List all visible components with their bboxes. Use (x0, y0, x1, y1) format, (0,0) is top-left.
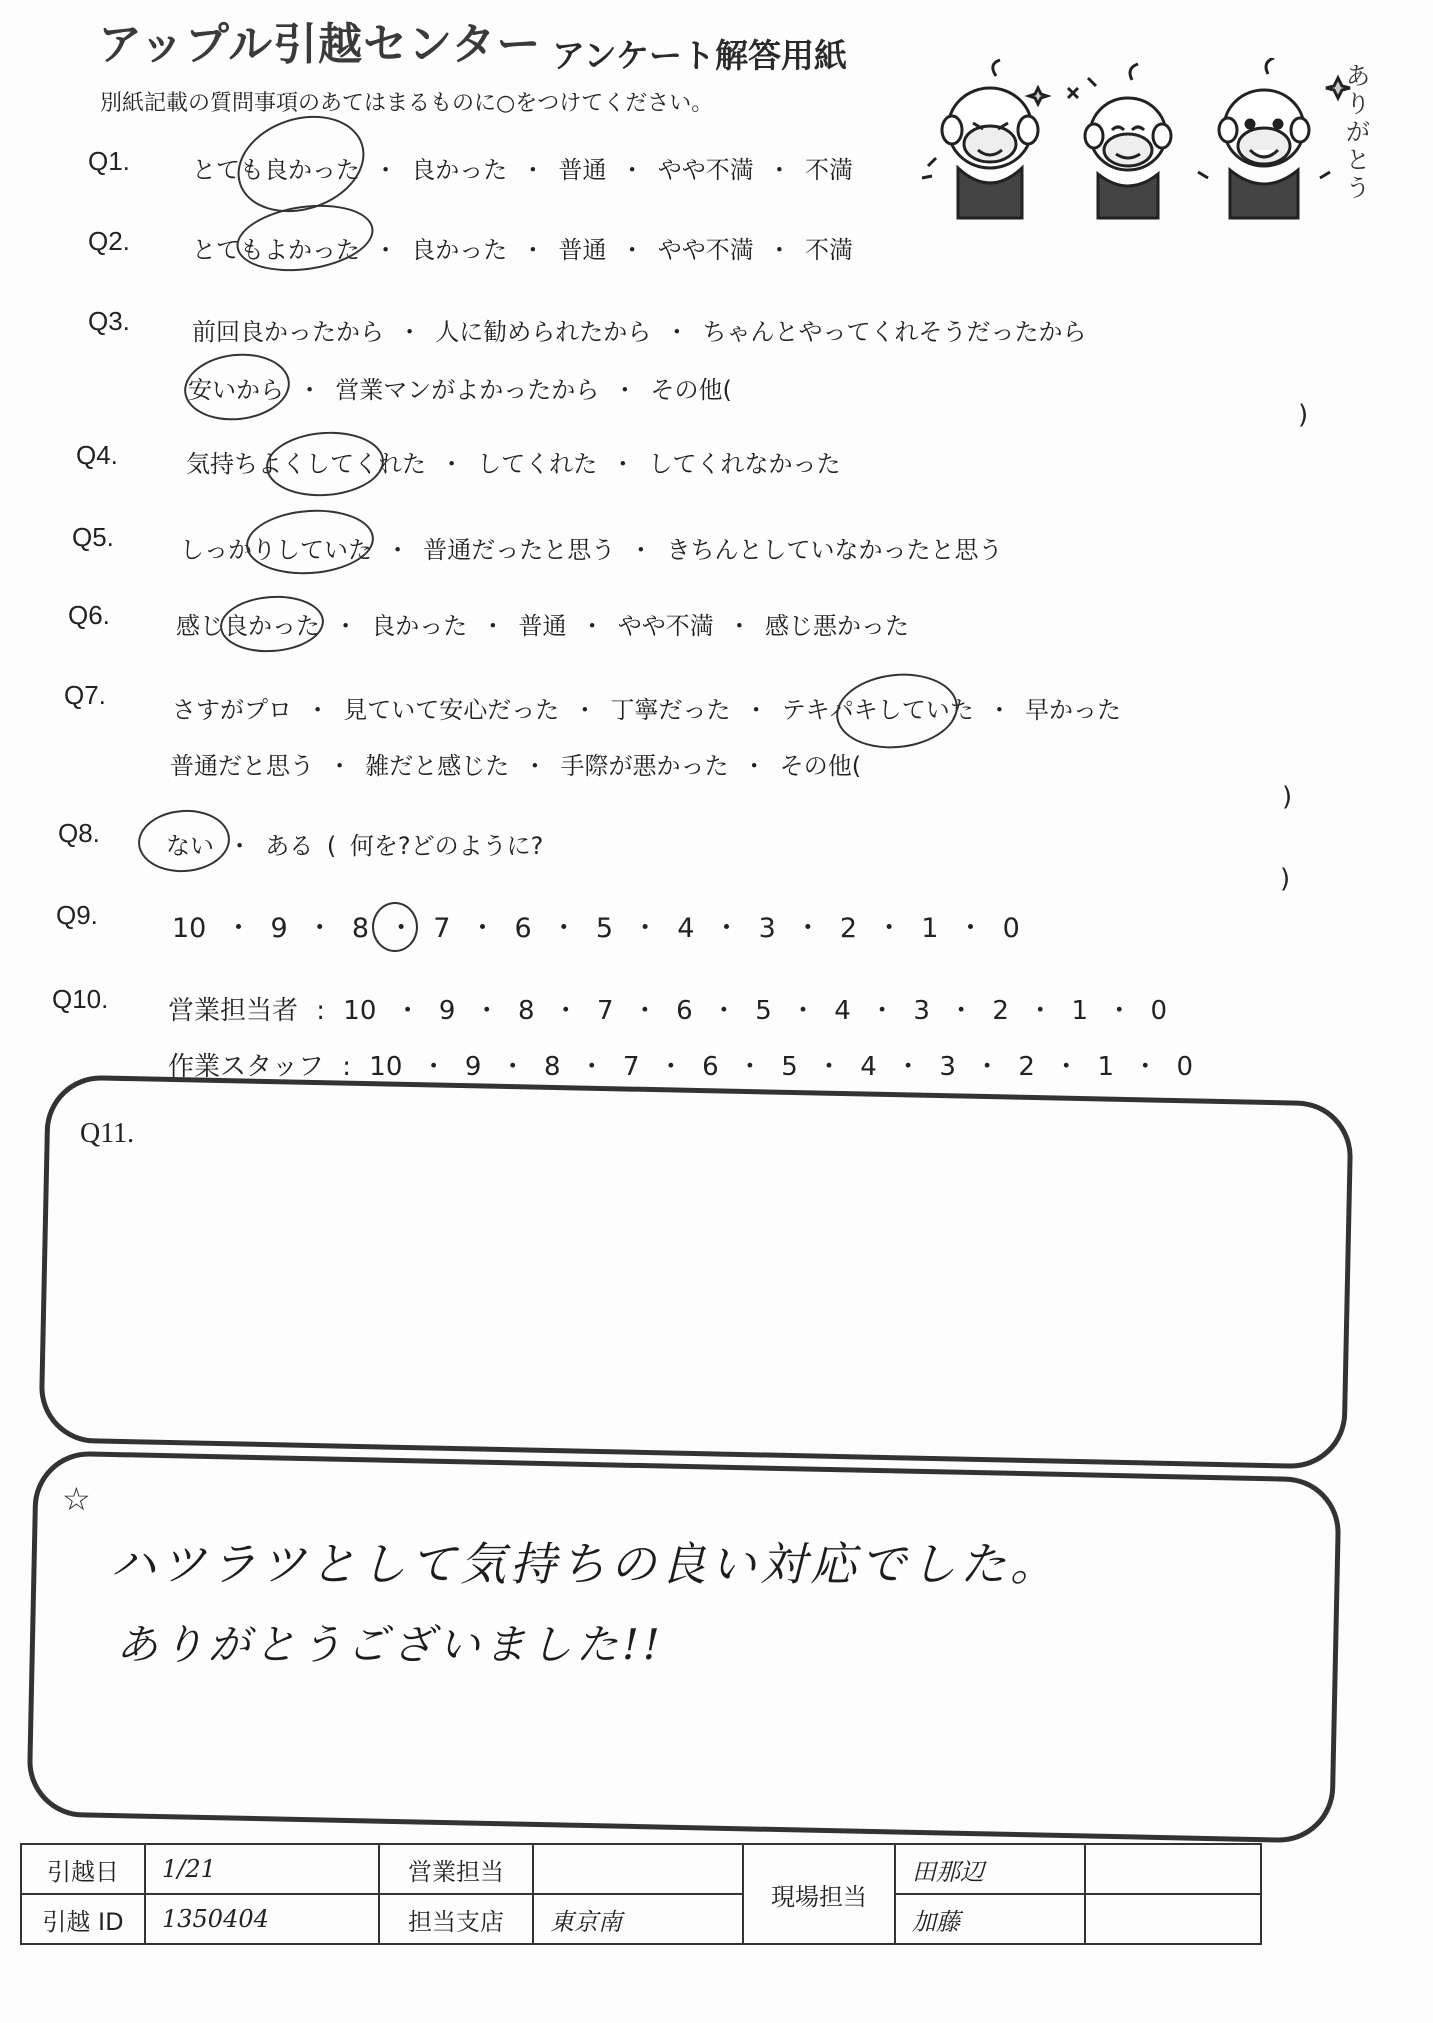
monkey-mascots-icon (918, 58, 1378, 228)
q3-label: Q3. (88, 306, 130, 336)
q6-answer-circle (218, 592, 326, 655)
form-subtitle: アンケート解答用紙 (552, 36, 848, 75)
move-date-label: 引越日 (21, 1844, 145, 1894)
q6-options[interactable]: 感じ良かった ・ 良かった ・ 普通 ・ やや不満 ・ 感じ悪かった (176, 612, 910, 640)
q8-options[interactable]: ない ・ ある ( 何を?どのように? (166, 832, 544, 860)
branch-label: 担当支店 (379, 1894, 533, 1944)
q9-answer-circle (372, 902, 418, 952)
q2-label: Q2. (88, 226, 130, 256)
sales-value (533, 1844, 743, 1894)
q8-label: Q8. (58, 818, 100, 848)
q7-options-line1[interactable]: さすがプロ ・ 見ていて安心だった ・ 丁寧だった ・ テキパキしていた ・ 早かった (172, 696, 1122, 724)
site-value-1: 田那辺 (895, 1844, 1085, 1894)
company-title: アップル引越センター (98, 19, 542, 70)
q10-staff-rating[interactable]: 作業スタッフ : 10 ・ 9 ・ 8 ・ 7 ・ 6 ・ 5 ・ 4 ・ 3 ・ 2 ・ 1 ・ 0 (168, 1052, 1194, 1082)
q4-label: Q4. (76, 440, 118, 470)
mascot-illustration (918, 58, 1378, 228)
q6-label: Q6. (68, 600, 110, 630)
q4-answer-circle (264, 428, 386, 500)
footer-table (20, 1843, 1262, 1945)
site-extra-1 (1085, 1844, 1261, 1894)
q5-options[interactable]: しっかりしていた ・ 普通だったと思う ・ きちんとしていなかったと思う (180, 536, 1003, 564)
thanks-text: ありがとう (1346, 62, 1370, 202)
q10-label: Q10. (52, 984, 109, 1014)
q5-answer-circle (244, 506, 376, 579)
q10-sales-rating[interactable]: 営業担当者 : 10 ・ 9 ・ 8 ・ 7 ・ 6 ・ 5 ・ 4 ・ 3 ・ 2 ・ 1 ・ 0 (168, 996, 1168, 1026)
comment-line2: ありがとうございました!! (116, 1620, 664, 1669)
site-label: 現場担当 (743, 1844, 895, 1944)
q1-label: Q1. (88, 146, 130, 176)
move-id-value: 1350404 (145, 1894, 379, 1944)
q7-close-paren: ) (1282, 782, 1293, 812)
q2-answer-circle (232, 197, 378, 280)
star-icon: ☆ (62, 1481, 91, 1517)
q3-options-line2[interactable]: 安いから ・ 営業マンがよかったから ・ その他( (188, 376, 732, 404)
q1-options[interactable]: とても良かった ・ 良かった ・ 普通 ・ やや不満 ・ 不満 (192, 156, 854, 184)
site-value-2: 加藤 (895, 1894, 1085, 1944)
q3-options-line1[interactable]: 前回良かったから ・ 人に勧められたから ・ ちゃんとやってくれそうだったから (192, 318, 1087, 346)
q7-label: Q7. (64, 680, 106, 710)
q2-options[interactable]: とてもよかった ・ 良かった ・ 普通 ・ やや不満 ・ 不満 (192, 236, 854, 264)
q8-answer-circle (136, 807, 232, 875)
q11-box (38, 1074, 1353, 1469)
site-extra-2 (1085, 1894, 1261, 1944)
q7-options-line2[interactable]: 普通だと思う ・ 雑だと感じた ・ 手際が悪かった ・ その他( (170, 752, 862, 780)
move-date-value: 1/21 (145, 1844, 379, 1894)
q11-label: Q11. (80, 1118, 135, 1149)
q5-label: Q5. (72, 522, 114, 552)
branch-value: 東京南 (533, 1894, 743, 1944)
instruction-text: 別紙記載の質問事項のあてはまるものに○をつけてください。 (100, 91, 714, 116)
q3-close-paren: ) (1298, 400, 1309, 430)
q9-rating-scale[interactable]: 10 ・ 9 ・ 8 ・ 7 ・ 6 ・ 5 ・ 4 ・ 3 ・ 2 ・ 1 ・ 0 (172, 913, 1020, 944)
q9-label: Q9. (56, 900, 98, 930)
sales-label: 営業担当 (379, 1844, 533, 1894)
q8-close-paren: ) (1280, 864, 1291, 894)
move-id-label: 引越 ID (21, 1894, 145, 1944)
q3-answer-circle (181, 349, 293, 426)
comment-line1: ハツラツとして気持ちの良い対応でした。 (110, 1537, 1060, 1591)
q4-options[interactable]: 気持ちよくしてくれた ・ してくれた ・ してくれなかった (186, 450, 841, 478)
q7-answer-circle (832, 668, 961, 754)
